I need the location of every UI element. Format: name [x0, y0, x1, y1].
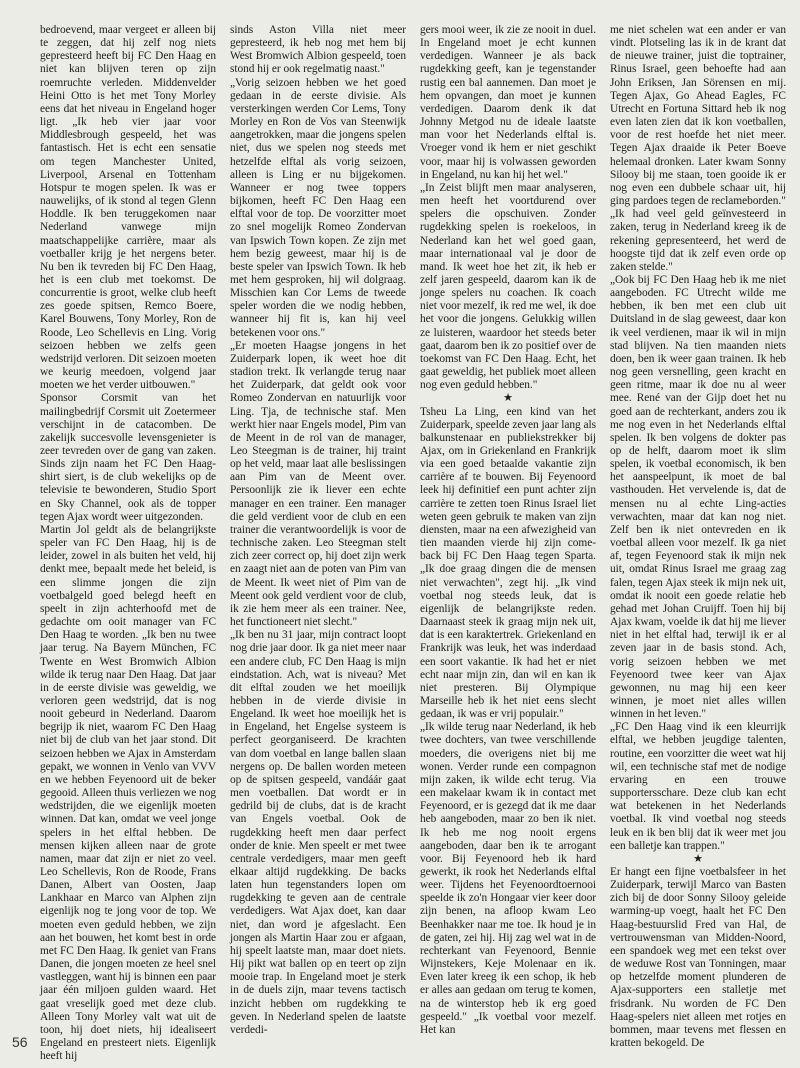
paragraph: „FC Den Haag vind ik een kleurrijk elftal, we hebben jeugdige talenten, routine, een voorzitter die weet wat hij wil, een technische staf met de nodige ervaring en een trouwe supportersschare. Deze club kan echt wat betekenen in het Nederlands voetbal. Ik vind voetbal nog steeds leuk en ik ben blij dat ik weer met jou een balletje kan trappen." — [610, 721, 786, 852]
paragraph: gers mooi weer, ik zie ze nooit in duel. In Engeland moet je echt kunnen verdedigen. Wanneer je als back rugdekking geeft, kan je tegenstander rustig een bal aannemen. Dan moet je hem opvangen, dan moet je kunnen verdedigen. Daarom denk ik dat Johnny Metgod nu de ideale laatste man voor het Nederlands elftal is. Vroeger vond ik hem er niet geschikt voor, maar hij is volwassen geworden in Engeland, nu kan hij het wel." — [420, 24, 596, 181]
paragraph: „Ook bij FC Den Haag heb ik me niet aangeboden. FC Utrecht wilde me hebben, ik ben met een club uit Duitsland in de slag geweest, daar kon ik veel verdienen, maar ik wil in mijn stad blijven. Na tien maanden niets doen, ben ik weer gaan trainen. Ik heb nog geen versnelling, geen kracht en geen ritme, maar ik doe nu al weer mee. René van der Gijp doet het nu goed aan de rechterkant, anders zou ik me nog even in het Nederlands elftal spelen. Ik ben volgens de dokter pas op de helft, daarom moet ik slim spelen, ik voetbal economisch, ik ben het aanspeelpunt, ik moet de bal vasthouden. Het vervelende is, dat de mensen nu al echte Ling-acties verwachten, maar dat kan nog niet. Zelf ben ik niet ontevreden en ik voetbal alleen voor mezelf. Ik ga niet af, tegen Feyenoord stak ik mijn nek uit, omdat Rinus Israel me graag zag falen, tegen Ajax steek ik mijn nek uit, omdat ik nooit een goede relatie heb gehad met Johan Cruijff. Toen hij bij Ajax kwam, voelde ik dat hij me liever niet in het elftal had, terwijl ik er al zeven jaar in de basis stond. Ach, vorig seizoen hebben we met Feyenoord twee keer van Ajax gewonnen, nu mag hij een keer winnen, je moet niet alles willen winnen in het leven." — [610, 273, 786, 721]
paragraph: Sponsor Corsmit van het mailingbedrijf Corsmit uit Zoetermeer verschijnt in de catacomben. De zakelijk succesvolle levensgenieter is zeer tevreden over de gang van zaken. Sinds zijn naam het FC Den Haag-shirt siert, is de club wekelijks op de televisie te bewonderen, Studio Sport en Sky Channel, ook als de topper tegen Ajax wordt weer uitgezonden. — [40, 392, 216, 523]
paragraph: bedroevend, maar vergeet er alleen bij te zeggen, dat hij zelf nog niets gepresteerd heeft bij FC Den Haag en niet kan blijven teren op zijn roemruchte verleden. Middenvelder Heini Otto is het met Tony Morley eens dat het niveau in Engeland hoger ligt. „Ik heb vier jaar voor Middlesbrough gespeeld, het was fantastisch. Het is echt een sensatie om tegen Manchester United, Liverpool, Arsenal en Tottenham Hotspur te mogen spelen. Ik was er nauwelijks, of ik stond al tegen Glenn Hoddle. Ik ben teruggekomen naar Nederland vanwege mijn maatschappelijke carrière, maar als voetballer krijg je het nergens beter. Nu ben ik tevreden bij FC Den Haag, het is een club met toekomst. De concurrentie is groot, welke club heeft zes goede spitsen, Remco Boere, Karel Bouwens, Tony Morley, Ron de Roode, Leo Schellevis en Ling. Vorig seizoen hebben we zelfs geen wedstrijd verloren. Dit seizoen moeten we keurig meedoen, volgend jaar moeten we het verder uitbouwen." — [40, 24, 216, 392]
article-page — [40, 24, 792, 1063]
section-divider-star: ★ — [693, 852, 703, 865]
paragraph: Martin Jol geldt als de belangrijkste speler van FC Den Haag, hij is de leider, zowel in als buiten het veld, hij denkt mee, bepaalt mede het beleid, is een slimme jongen die zijn voetbalgeld goed belegd heeft en speelt in zijn achterhoofd met de gedachte om ooit manager van FC Den Haag te worden. „Ik ben nu twee jaar terug. Na Bayern München, FC Twente en West Bromwich Albion wilde ik terug naar Den Haag. Dat jaar in de eerste divisie was geweldig, we verloren geen wedstrijd, dat is nog nooit gebeurd in Nederland. Daarom begrijp ik niet, waarom FC Den Haag niet bij de club van het jaar stond. Dit seizoen hebben we Ajax in Amsterdam gepakt, we wonnen in Venlo van VVV en we hebben Feyenoord uit de beker gegooid. Alleen thuis verliezen we nog wedstrijden, die we eigenlijk moeten winnen. Dat kan, omdat we veel jonge spelers in het elftal hebben. De mensen kijken alleen naar de grote namen, maar dat zijn er niet zo veel. Leo Schellevis, Ron de Roode, Frans Danen, Albert van Oosten, Jaap Lankhaar en Marco van Alphen zijn eigenlijk nog te jong voor de top. We moeten even geduld hebben, we zijn aan het bouwen, het komt best in orde met FC Den Haag. Ik geniet van Frans Danen, die jongen moeten ze heel snel vastleggen, want hij is binnen een paar jaar één miljoen gulden waard. Het gaat vreselijk goed met deze club. Alleen Tony Morley valt wat uit de toon, hij doet niets, hij idealiseert Engeland en presteert niets. Eigenlijk heeft hij — [40, 523, 216, 1063]
paragraph: sinds Aston Villa niet meer gepresteerd, ik heb nog met hem bij West Bromwich Albion gespeeld, toen stond hij er ook regelmatig naast." — [230, 24, 406, 76]
section-divider-star: ★ — [503, 392, 513, 405]
text-column-4 — [610, 24, 786, 1056]
paragraph: me niet schelen wat een ander er van vindt. Plotseling las ik in de krant dat de nieuwe trainer, juist die toptrainer, Rinus Israel, geen behoefte had aan John Eriksen, Jan Sörensen en mij. Tegen Ajax, Go Ahead Eagles, FC Utrecht en Fortuna Sittard heb ik nog even laten zien dat ik kon voetballen, voor de rest hoefde het niet meer. Tegen Ajax draaide ik Peter Boeve helemaal dronken. Later kwam Sonny Silooy bij me staan, toen gooide ik er nog even een dubbele schaar uit, hij ging pardoes tegen de reclameborden." — [610, 24, 786, 208]
paragraph: „Ik wilde terug naar Nederland, ik heb twee dochters, van twee verschillende moeders, die overigens niet bij me wonen. Verder runde een compagnon mijn zaken, ik wilde echt terug. Via een makelaar kwam ik in contact met Feyenoord, er is gezegd dat ik me daar heb aangeboden, maar zo ben ik niet. Ik heb me nog nooit ergens aangeboden, daar ben ik te arrogant voor. Bij Feyenoord heb ik hard gewerkt, ik rook het Nederlands elftal weer. Tijdens het Feyenoordtoernooi speelde ik zo'n Hongaar vier keer door zijn benen, na afloop kwam Leo Beenhakker naar me toe. Ik houd je in de gaten, zei hij. Hij zag wel wat in de rechterkant van Feyenoord, Bennie Wijnstekers, Keje Molenaar en ik. Even later kreeg ik een schop, ik heb er alles aan gedaan om terug te komen, na de winterstop heb ik erg goed gespeeld." „Ik voetbal voor mezelf. Het kan — [420, 721, 596, 1036]
paragraph: „In Zeist blijft men maar analyseren, men heeft het voortdurend over spelers die opschuiven. Zonder rugdekking spelen is roekeloos, in Nederland kan het wel goed gaan, maar internationaal val je door de mand. Ik weet hoe het zit, ik heb er zelf jaren gespeeld, daarom kan ik de jonge spelers nu coachen. Ik coach niet voor mezelf, ik red me wel, ik doe het voor die jongens. Gelukkig willen ze luisteren, waardoor het steeds beter gaat, daarom ben ik zo positief over de toekomst van FC Den Haag. Echt, het gaat geweldig, het publiek moet alleen nog even geduld hebben." — [420, 181, 596, 392]
paragraph: „Vorig seizoen hebben we het goed gedaan in de eerste divisie. Als versterkingen werden Cor Lems, Tony Morley en Ron de Vos van Steenwijk aangetrokken, maar die jongens spelen niet, dus we spelen nog steeds met hetzelfde elftal als vorig seizoen, alleen is Ling er nu bijgekomen. Wanneer er nog twee toppers bijkomen, heeft FC Den Haag een elftal voor de top. De voorzitter moet zo snel mogelijk Romeo Zondervan van Ipswich Town kopen. Ze zijn met hem bezig geweest, maar hij is de beste speler van Ipswich Town. Ik heb met hem gesproken, hij wil dolgraag. Misschien kan Cor Lems de tweede speler worden die we nodig hebben, wanneer hij fit is, kan hij veel betekenen voor ons." — [230, 76, 406, 339]
page-number: 56 — [12, 1034, 28, 1050]
paragraph: „Ik ben nu 31 jaar, mijn contract loopt nog drie jaar door. Ik ga niet meer naar een andere club, FC Den Haag is mijn eindstation. Ach, wat is niveau? Met dit elftal zouden we het moeilijk hebben in de vierde divisie in Engeland. Ik weet hoe moeilijk het is in Engeland, het Engelse systeem is perfect georganiseerd. De krachten van dom voetbal en lange ballen slaan nergens op. De ballen worden meteen op de spitsen gespeeld, vandáár gaat men voetballen. Dat wordt er in gedrild bij de clubs, dat is de kracht van Engels voetbal. Ook de rugdekking heeft men daar perfect onder de knie. Men speelt er met twee centrale verdedigers, maar men geeft elkaar altijd rugdekking. De backs laten hun tegenstanders lopen om rugdekking te geven aan de centrale verdedigers. Wat Ajax doet, kan daar niet, dan word je afgeslacht. Een jongen als Martin Haar zou er afgaan, hij speelt laatste man, maar doet niets. Hij pikt wat ballen op en teert op zijn mooie trap. In Engeland moet je sterk in de duels zijn, maar tevens tactisch inzicht hebben om rugdekking te geven. In Nederland spelen de laatste verdedi- — [230, 629, 406, 1036]
paragraph: „Er moeten Haagse jongens in het Zuiderpark lopen, ik weet hoe dit stadion trekt. Ik verlangde terug naar het Zuiderpark, dat geldt ook voor Romeo Zondervan en natuurlijk voor Ling. Tja, de technische staf. Men werkt hier naar Engels model, Pim van de Meent in de rol van de manager, Leo Steegman is de trainer, hij traint op het veld, maar laat alle beslissingen aan Pim van de Meent over. Persoonlijk zie ik liever een echte manager en een trainer. Een manager die geld verdient voor de club en een trainer die verantwoordelijk is voor de technische zaken. Leo Steegman stelt zich zeer correct op, hij doet zijn werk en zaagt niet aan de poten van Pim van de Meent. Ik weet niet of Pim van de Meent ook geld verdient voor de club, ik zie hem meer als een trainer. Nee, het functioneert niet slecht." — [230, 339, 406, 629]
paragraph: Er hangt een fijne voetbalsfeer in het Zuiderpark, terwijl Marco van Basten zich bij de door Sonny Silooy geleide warming-up voegt, haalt het FC Den Haag-bestuurslid Fred van Hal, de vertrouwensman van Midden-Noord, een spandoek weg met een tekst over de weduwe Rost van Tonningen, maar op hetzelfde moment plunderen de Ajax-supporters een stalletje met frisdrank. Nu worden de FC Den Haag-spelers niet alleen met rotjes en bommen, maar tevens met flessen en kratten bekogeld. De — [610, 866, 786, 1050]
paragraph: Tsheu La Ling, een kind van het Zuiderpark, speelde zeven jaar lang als balkunstenaar en publiekstrekker bij Ajax, om in Griekenland en Frankrijk via een goed betaalde vakantie zijn carrière af te bouwen. Bij Feyenoord leek hij definitief een punt achter zijn carrière te zetten toen Rinus Israel liet weten geen gebruik te maken van zijn diensten, maar na een afwezigheid van tien maanden vierde hij zijn come-back bij FC Den Haag tegen Sparta. „Ik doe graag dingen die de mensen niet verwachten", zegt hij. „Ik vind voetbal nog steeds leuk, dat is eigenlijk de belangrijkste reden. Daarnaast steek ik graag mijn nek uit, dat is een karaktertrek. Griekenland en Frankrijk was leuk, het was inderdaad een soort vakantie. Ik had het er niet echt naar mijn zin, dan wil en kan ik niet presteren. Bij Olympique Marseille heb ik het niet eens slecht gedaan, ik was er vrij populair." — [420, 405, 596, 721]
text-column-1 — [40, 24, 216, 1063]
paragraph: „Ik had veel geld geïnvesteerd in zaken, terug in Nederland kreeg ik de rekening gepresenteerd, het werd de hoogste tijd dat ik zelf even orde op zaken stelde." — [610, 208, 786, 273]
text-column-3 — [420, 24, 596, 1056]
text-column-2 — [230, 24, 406, 1056]
